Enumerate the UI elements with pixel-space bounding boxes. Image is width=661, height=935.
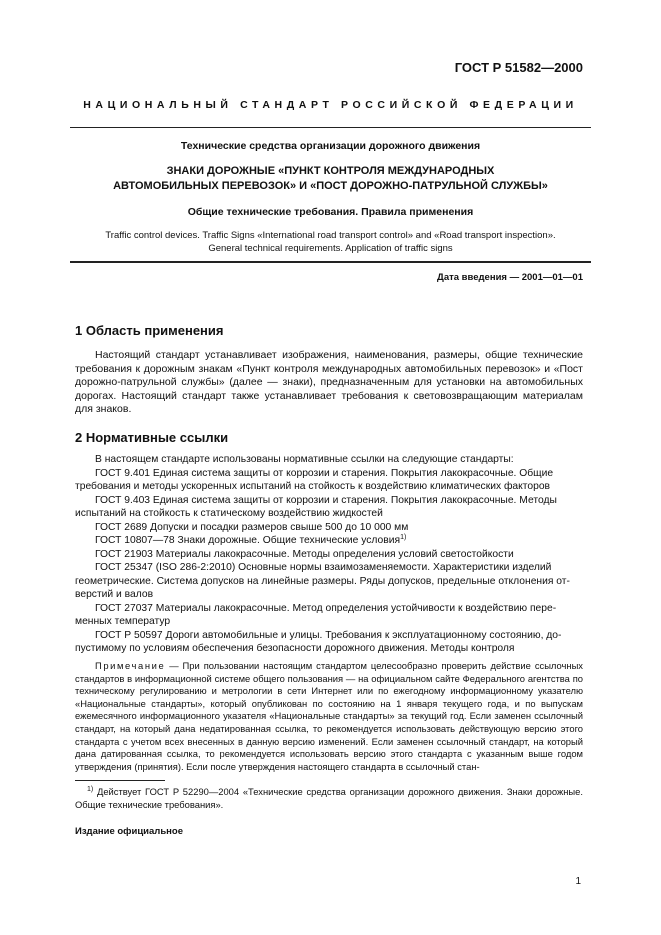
footnote-rule [75, 780, 165, 781]
section-2-heading: 2 Нормативные ссылки [75, 430, 229, 445]
ref-gost-9401-cont: требования и методы ускоренных испытаний на стойкость к воздействию климатических факторов [75, 481, 551, 492]
ref-gost-25347-cont: геометрические. Система допусков на линейные размеры. Ряды допусков, предельные отклонения от- [75, 576, 570, 587]
top-rule [70, 127, 591, 128]
subject-line: Технические средства организации дорожного движения [180, 140, 481, 152]
ref-gost-r-50597: ГОСТ Р 50597 Дороги автомобильные и улицы. Требования к эксплуатационному состоянию, до- [95, 630, 562, 641]
document-subtitle: Общие технические требования. Правила применения [187, 206, 474, 218]
english-title [70, 229, 591, 255]
ref-gost-27037-cont: менных температур [75, 616, 171, 627]
ref-gost-9401: ГОСТ 9.401 Единая система защиты от коррозии и старения. Покрытия лакокрасочные. Общие [95, 468, 554, 479]
ref-line [75, 588, 583, 602]
footnote-mark: 1) [400, 534, 407, 541]
section-1-text [75, 349, 583, 417]
english-title-line-2: General technical requirements. Application of traffic signs [208, 243, 453, 254]
ref-gost-9403: ГОСТ 9.403 Единая система защиты от коррозии и старения. Покрытия лакокрасочные. Методы [95, 495, 557, 506]
ref-line [95, 548, 603, 562]
ref-gost-27037: ГОСТ 27037 Материалы лакокрасочные. Метод определения устойчивости к воздействию пере- [95, 603, 557, 614]
footnote-number: 1) [87, 786, 94, 793]
ref-line [75, 642, 583, 656]
ref-line [75, 575, 583, 589]
ref-gost-r-50597-cont: пустимому по условиям обеспечения безопасности дорожного движения. Методы контроля [75, 643, 515, 654]
edition-label: Издание официальное [75, 826, 183, 837]
note-text: — При пользовании настоящим стандартом целесообразно проверить действие ссылочных стандартов в информационной системе общего пользования — на официальном сайте Федерального агентства по техническому регулированию и метрологии в сети Интернет или по ежегодному информационному указателю «Национальные стандарты», который опубликован по состоянию на 1 января текущего года, и по выпускам ежемесячного информационного указателя «Национальные стандарты» за текущий год. Если заменен ссылочный стандарт, на который дана недатированная ссылка, то рекомендуется использовать действующую версию этого стандарта с учетом всех внесенных в данную версию изменений. Если заменен ссылочный стандарт, на который дана датированная ссылка, то рекомендуется использовать версию этого стандарта с указанным выше годом утверждения (принятия). Если после утверждения настоящего стандарта в ссылочный стан- [75, 660, 583, 772]
section-2-note [75, 660, 583, 773]
title-rule [70, 261, 591, 263]
ref-line [95, 602, 603, 616]
ref-intro: В настоящем стандарте использованы нормативные ссылки на следующие стандарты: [95, 454, 514, 465]
note-label: Примечание [95, 660, 166, 671]
footnote-text: Действует ГОСТ Р 52290—2004 «Технические средства организации дорожного движения. Знаки дорожные. Общие технические требования». [75, 786, 583, 810]
ref-line [95, 467, 603, 481]
ref-gost-21903: ГОСТ 21903 Материалы лакокрасочные. Методы определения условий светостойкости [95, 549, 514, 560]
ref-gost-10807: ГОСТ 10807—78 Знаки дорожные. Общие технические условия [95, 535, 401, 546]
ref-line [95, 521, 603, 535]
title-line-2: АВТОМОБИЛЬНЫХ ПЕРЕВОЗОК» И «ПОСТ ДОРОЖНО-ПАТРУЛЬНОЙ СЛУЖБЫ» [113, 180, 548, 192]
ref-gost-25347: ГОСТ 25347 (ISO 286-2:2010) Основные нормы взаимозаменяемости. Характеристики изделий [95, 562, 552, 573]
ref-line [95, 629, 603, 643]
document-title [70, 164, 591, 194]
ref-line [75, 507, 583, 521]
page-number: 1 [575, 876, 581, 887]
ref-line [75, 480, 583, 494]
ref-gost-25347-cont2: верстий и валов [75, 589, 154, 600]
section-1-heading: 1 Область применения [75, 323, 224, 338]
section-1-paragraph: Настоящий стандарт устанавливает изображения, наименования, размеры, общие технические требования к дорожным знакам «Пункт контроля международных автомобильных перевозок» и «Пост дорожно-патрульной службы» (далее — знаки), предназначенным для установки на автомобильных дорогах. Настоящий стандарт также устанавливает требования к световозвращающим материалам для знаков. [75, 349, 583, 416]
english-title-line-1: Traffic control devices. Traffic Signs «International road transport control» and «Road transport inspection». [105, 230, 556, 241]
ref-line [95, 561, 603, 575]
footnote [75, 785, 583, 811]
national-standard-banner: НАЦИОНАЛЬНЫЙ СТАНДАРТ РОССИЙСКОЙ ФЕДЕРАЦИИ [83, 99, 578, 111]
ref-line [95, 534, 603, 548]
ref-gost-2689: ГОСТ 2689 Допуски и посадки размеров свыше 500 до 10 000 мм [95, 522, 409, 533]
introduction-date: Дата введения — 2001—01—01 [437, 272, 583, 283]
ref-line [95, 494, 603, 508]
ref-line [75, 615, 583, 629]
title-line-1: ЗНАКИ ДОРОЖНЫЕ «ПУНКТ КОНТРОЛЯ МЕЖДУНАРОДНЫХ [166, 165, 495, 177]
standard-code: ГОСТ Р 51582—2000 [454, 60, 583, 75]
ref-line [95, 453, 603, 467]
ref-gost-9403-cont: испытаний на стойкость к статическому воздействию жидкостей [75, 508, 383, 519]
